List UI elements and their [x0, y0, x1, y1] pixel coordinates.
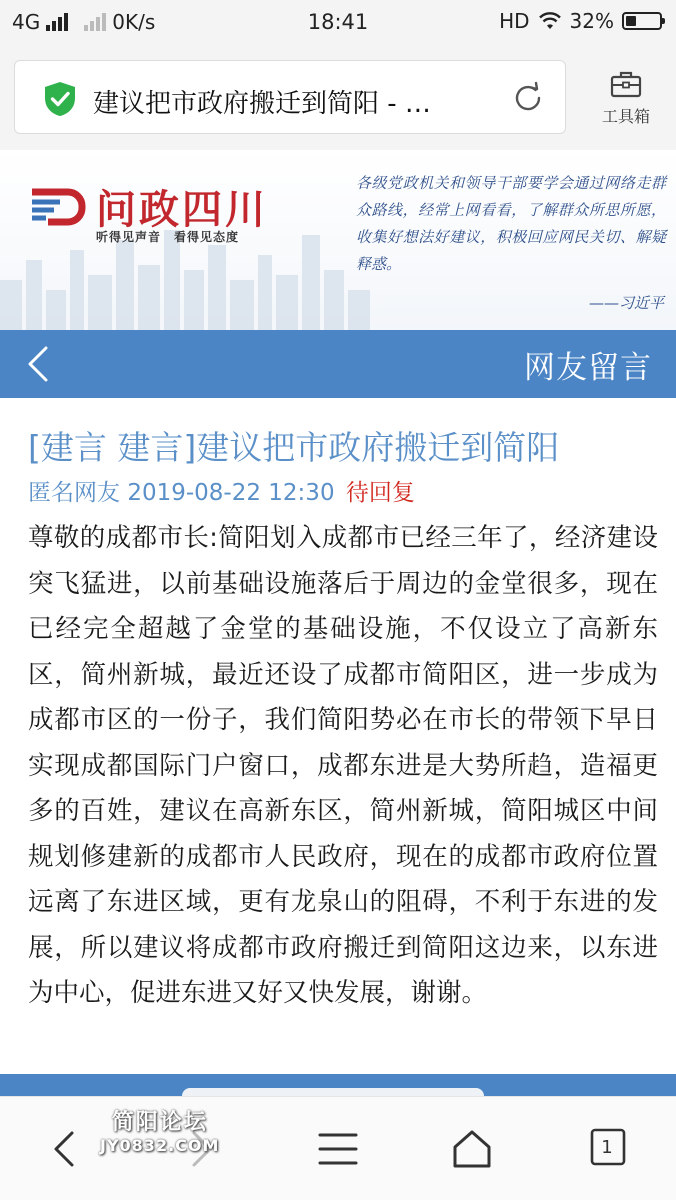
- post-datetime: 2019-08-22 12:30: [127, 480, 335, 506]
- post-title: [建言 建言]建议把市政府搬迁到简阳: [28, 428, 560, 467]
- reply-status-badge: 待回复: [345, 480, 415, 506]
- toolbox-button[interactable]: [594, 70, 658, 127]
- quote-author: ——习近平: [588, 294, 664, 312]
- header-title: 网友留言: [524, 350, 652, 386]
- post-meta: [28, 474, 415, 507]
- tabs-button[interactable]: [590, 1127, 634, 1171]
- browser-toolbar: [0, 46, 676, 150]
- network-type: 4G: [12, 10, 41, 34]
- watermark-name: 简阳论坛: [111, 1110, 208, 1135]
- hd-indicator: HD: [499, 9, 530, 33]
- battery-percent: 32%: [569, 9, 614, 33]
- page-header: [0, 330, 676, 398]
- toolbox-icon: [610, 70, 642, 98]
- logo-mark-icon: [28, 186, 88, 228]
- shield-check-icon: [43, 81, 77, 117]
- post-body: 尊敬的成都市长:简阳划入成都市已经三年了，经济建设突飞猛进，以前基础设施落后于周边的金堂很多，现在已经完全超越了金堂的基础设施，不仅设立了高新东区，简州新城，最近还设了成都市简阳区，进一步成为成都市区的一份子，我们简阳势必在市长的带领下早日实现成都国际门户窗口，成都东进是大势所趋，造福更多的百姓，建议在高新东区，简州新城，简阳城区中间规划修建新的成都市人民政府，现在的成都市政府位置远离了东进区域，更有龙泉山的阻碍，不利于东进的发展，所以建议将成都市政府搬迁到简阳这边来，以东进为中心，促进东进又好又快发展，谢谢。: [28, 523, 658, 1008]
- reload-icon[interactable]: [511, 81, 545, 115]
- tab-count: 1: [601, 1137, 613, 1158]
- site-slogan: 听得见声音 看得见态度: [96, 230, 240, 244]
- wifi-icon: [538, 11, 562, 31]
- banner-quote: 各级党政机关和领导干部要学会通过网络走群众路线，经常上网看看，了解群众所思所愿，收集好想法好建议，积极回应网民关切、解疑释惑。: [356, 174, 666, 273]
- browser-bottom-nav: [0, 1096, 676, 1200]
- battery-level: [626, 16, 636, 26]
- status-bar: [0, 0, 676, 46]
- home-icon[interactable]: [450, 1127, 494, 1171]
- battery-icon: [622, 12, 662, 30]
- menu-icon[interactable]: [316, 1127, 360, 1171]
- page-title[interactable]: 建议把市政府搬迁到简阳 - …: [93, 89, 431, 119]
- clock: 18:41: [307, 10, 369, 34]
- logo-text: 问政四川: [96, 186, 268, 233]
- chevron-left-icon[interactable]: [20, 344, 60, 384]
- site-banner: [0, 150, 676, 330]
- status-right: [499, 9, 662, 33]
- forum-watermark: [100, 1105, 219, 1155]
- toolbox-label: 工具箱: [601, 107, 650, 126]
- site-logo[interactable]: [28, 178, 268, 235]
- watermark-url: JY0832.COM: [100, 1136, 220, 1155]
- post-author: 匿名网友: [28, 480, 120, 506]
- address-bar[interactable]: [14, 60, 566, 134]
- network-speed: 0K/s: [112, 10, 156, 34]
- back-arrow-icon[interactable]: [44, 1127, 88, 1171]
